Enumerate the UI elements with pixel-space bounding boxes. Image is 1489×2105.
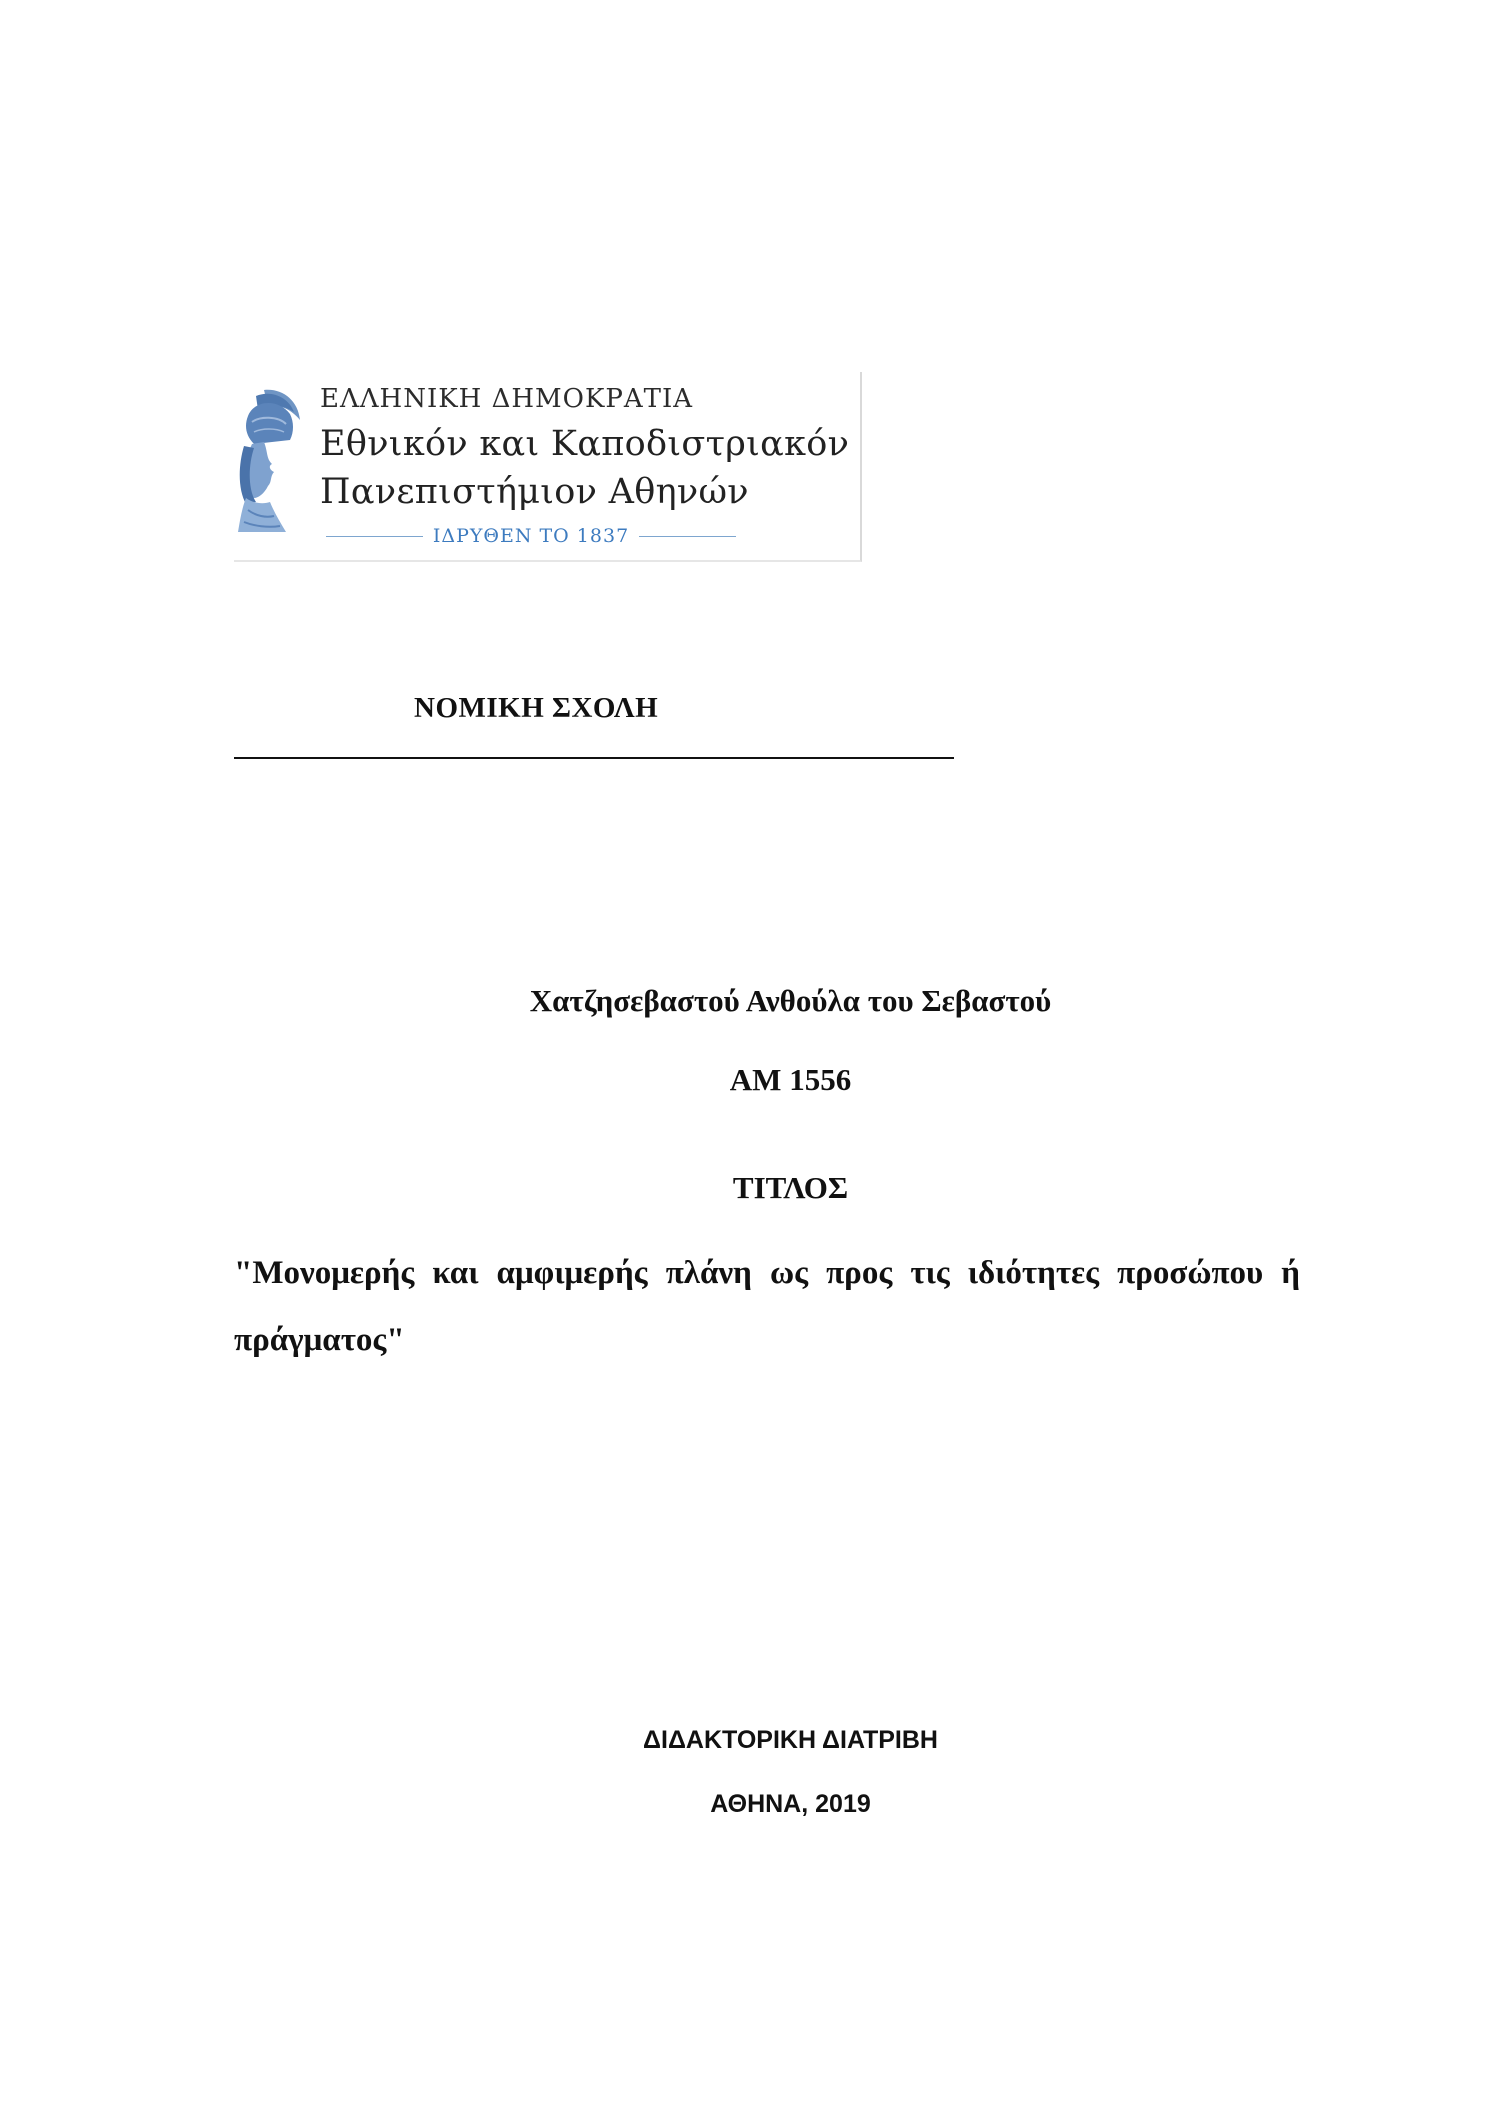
- logo-university-name-line1: Εθνικόν και Καποδιστριακόν: [320, 424, 850, 464]
- logo-founded-text: ΙΔΡΥΘΕΝ ΤΟ 1837: [432, 525, 630, 547]
- athena-head-emblem-icon: [234, 386, 304, 536]
- university-logo: [234, 372, 862, 562]
- logo-founded-rule-left: [326, 536, 423, 537]
- school-heading: ΝΟΜΙΚΗ ΣΧΟΛΗ: [414, 692, 659, 724]
- logo-university-name-line2: Πανεπιστήμιον Αθηνών: [320, 472, 749, 512]
- logo-founded: [326, 525, 736, 547]
- thesis-title: "Μονομερής και αμφιμερής πλάνη ως προς τις ιδιότητες προσώπου ή πράγματος": [234, 1255, 1300, 1358]
- place-year: ΑΘΗΝΑ, 2019: [710, 1790, 871, 1818]
- logo-country-text: ΕΛΛΗΝΙΚΗ ΔΗΜΟΚΡΑΤΙΑ: [320, 384, 694, 414]
- school-divider: [234, 757, 954, 759]
- author-name: Χατζησεβαστού Ανθούλα του Σεβαστού: [529, 983, 1052, 1018]
- registration-number: ΑΜ 1556: [729, 1062, 852, 1097]
- logo-founded-rule-right: [639, 536, 736, 537]
- title-label: ΤΙΤΛΟΣ: [732, 1170, 849, 1205]
- degree-label: ΔΙΔΑΚΤΟΡΙΚΗ ΔΙΑΤΡΙΒΗ: [643, 1726, 938, 1754]
